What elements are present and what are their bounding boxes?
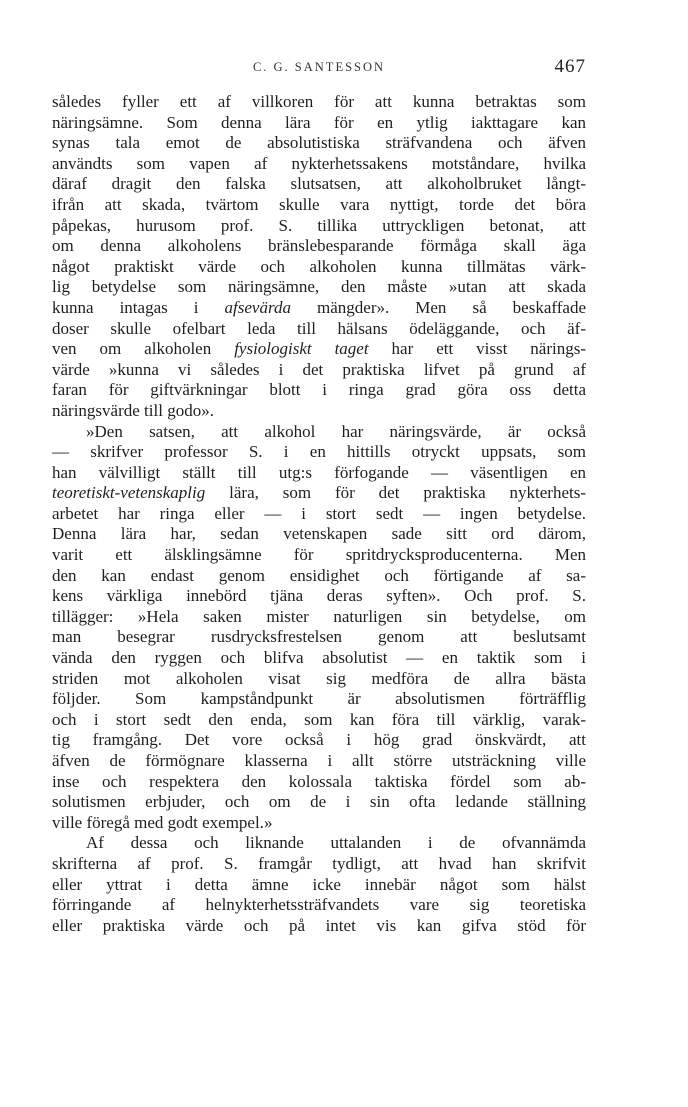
text-line: eller praktiska värde och på intet vis kan gifva stöd för (52, 915, 586, 935)
italic-text-run: afsevärda (224, 297, 291, 317)
text-line: — skrifver professor S. i en hittills otryckt uppsats, som (52, 442, 586, 462)
text-line: inse och respektera den kolossala taktiska fördel som ab- (52, 771, 586, 791)
text-line: värde »kunna vi således i det praktiska lifvet på grund af (52, 359, 586, 379)
text-line: striden mot alkoholen visat sig medföra de allra bästa (52, 668, 586, 688)
text-line: man besegrar rusdrycksfrestelsen genom att beslutsamt (52, 627, 586, 647)
text-line: varit ett älsklingsämne för spritdrycksproducenterna. Men (52, 545, 586, 565)
text-line: således fyller ett af villkoren för att kunna betraktas som (52, 92, 586, 111)
text-line (52, 339, 586, 360)
text-line: faran för giftvärkningar blott i ringa grad göra oss detta (52, 380, 586, 400)
text-line: förringande af helnykterhetssträfvandets vare sig teoretiska (52, 895, 586, 915)
text-run: har ett visst närings- (368, 339, 586, 359)
text-line: solutismen erbjuder, och om de i sin ofta ledande ställning (52, 792, 586, 812)
page-number: 467 (554, 56, 586, 77)
text-line: något praktiskt värde och alkoholen kunna tillmätas värk- (52, 256, 586, 276)
text-line: skrifterna af prof. S. framgår tydligt, att hvad han skrifvit (52, 853, 586, 873)
text-line: arbetet har ringa eller — i stort sedt — ingen betydelse. (52, 503, 586, 523)
text-line: och i stort sedt den enda, som kan föra till värklig, varak- (52, 709, 586, 729)
text-line: däraf dragit den falska slutsatsen, att alkoholbruket långt- (52, 174, 586, 194)
text-line: doser skulle ofelbart leda till hälsans ödeläggande, och äf- (52, 318, 586, 338)
text-line: användts som vapen af nykterhetssakens motståndare, hvilka (52, 153, 586, 173)
text-line: han välvilligt ställt till utg:s förfogande — väsentligen en (52, 462, 586, 482)
text-line: ifrån att skada, tvärtom skulle vara nyttigt, torde det böra (52, 194, 586, 214)
text-line: eller yttrat i detta ämne icke innebär något som hälst (52, 874, 586, 894)
text-line: lig betydelse som näringsämne, den måste »utan att skada (52, 277, 586, 297)
text-line (52, 483, 586, 504)
text-line: ville föregå med godt exempel.» (52, 812, 273, 832)
page-header (52, 56, 586, 82)
text-line: påpekas, hurusom prof. S. tillika uttryckligen betonat, att (52, 215, 586, 235)
running-head: C. G. SANTESSON (252, 60, 386, 74)
text-line: tig framgång. Det vore också i hög grad önskvärdt, att (52, 730, 586, 750)
body-text (52, 92, 586, 936)
text-line: äfven de förmögnare klasserna i allt större utsträckning ville (52, 751, 586, 770)
italic-text-run: teoretiskt-vetenskaplig (52, 483, 206, 503)
text-run: kunna intagas i (52, 297, 225, 317)
text-line: Denna lära har, sedan vetenskapen sade sitt ord därom, (52, 524, 586, 544)
text-line: »Den satsen, att alkohol har näringsvärde, är också (86, 421, 586, 441)
text-line: kens värkliga innebörd tjäna deras syften». Och prof. S. (52, 586, 586, 606)
text-run: lära, som för det praktiska nykterhets- (205, 483, 586, 503)
text-line: näringsvärde till godo». (52, 400, 214, 420)
text-line (52, 298, 586, 319)
text-run: mängder». Men så beskaffade (290, 297, 586, 317)
text-line: synas tala emot de absolutistiska sträfvandena och äfven (52, 133, 586, 153)
text-line: om denna alkoholens bränslebesparande förmåga skall äga (52, 236, 586, 256)
text-line: vända den ryggen och blifva absolutist — en taktik som i (52, 648, 586, 668)
italic-text-run: fysiologiskt taget (234, 339, 369, 359)
text-line: Af dessa och liknande uttalanden i de ofvannämda (86, 833, 586, 853)
text-line: tillägger: »Hela saken mister naturligen sin betydelse, om (52, 606, 586, 626)
text-run: ven om alkoholen (52, 339, 235, 359)
text-line: näringsämne. Som denna lära för en ytlig iakttagare kan (52, 112, 586, 132)
text-line: följder. Som kampståndpunkt är absolutismen förträfflig (52, 689, 586, 709)
text-line: den kan endast genom ensidighet och förtigande af sa- (52, 565, 586, 585)
